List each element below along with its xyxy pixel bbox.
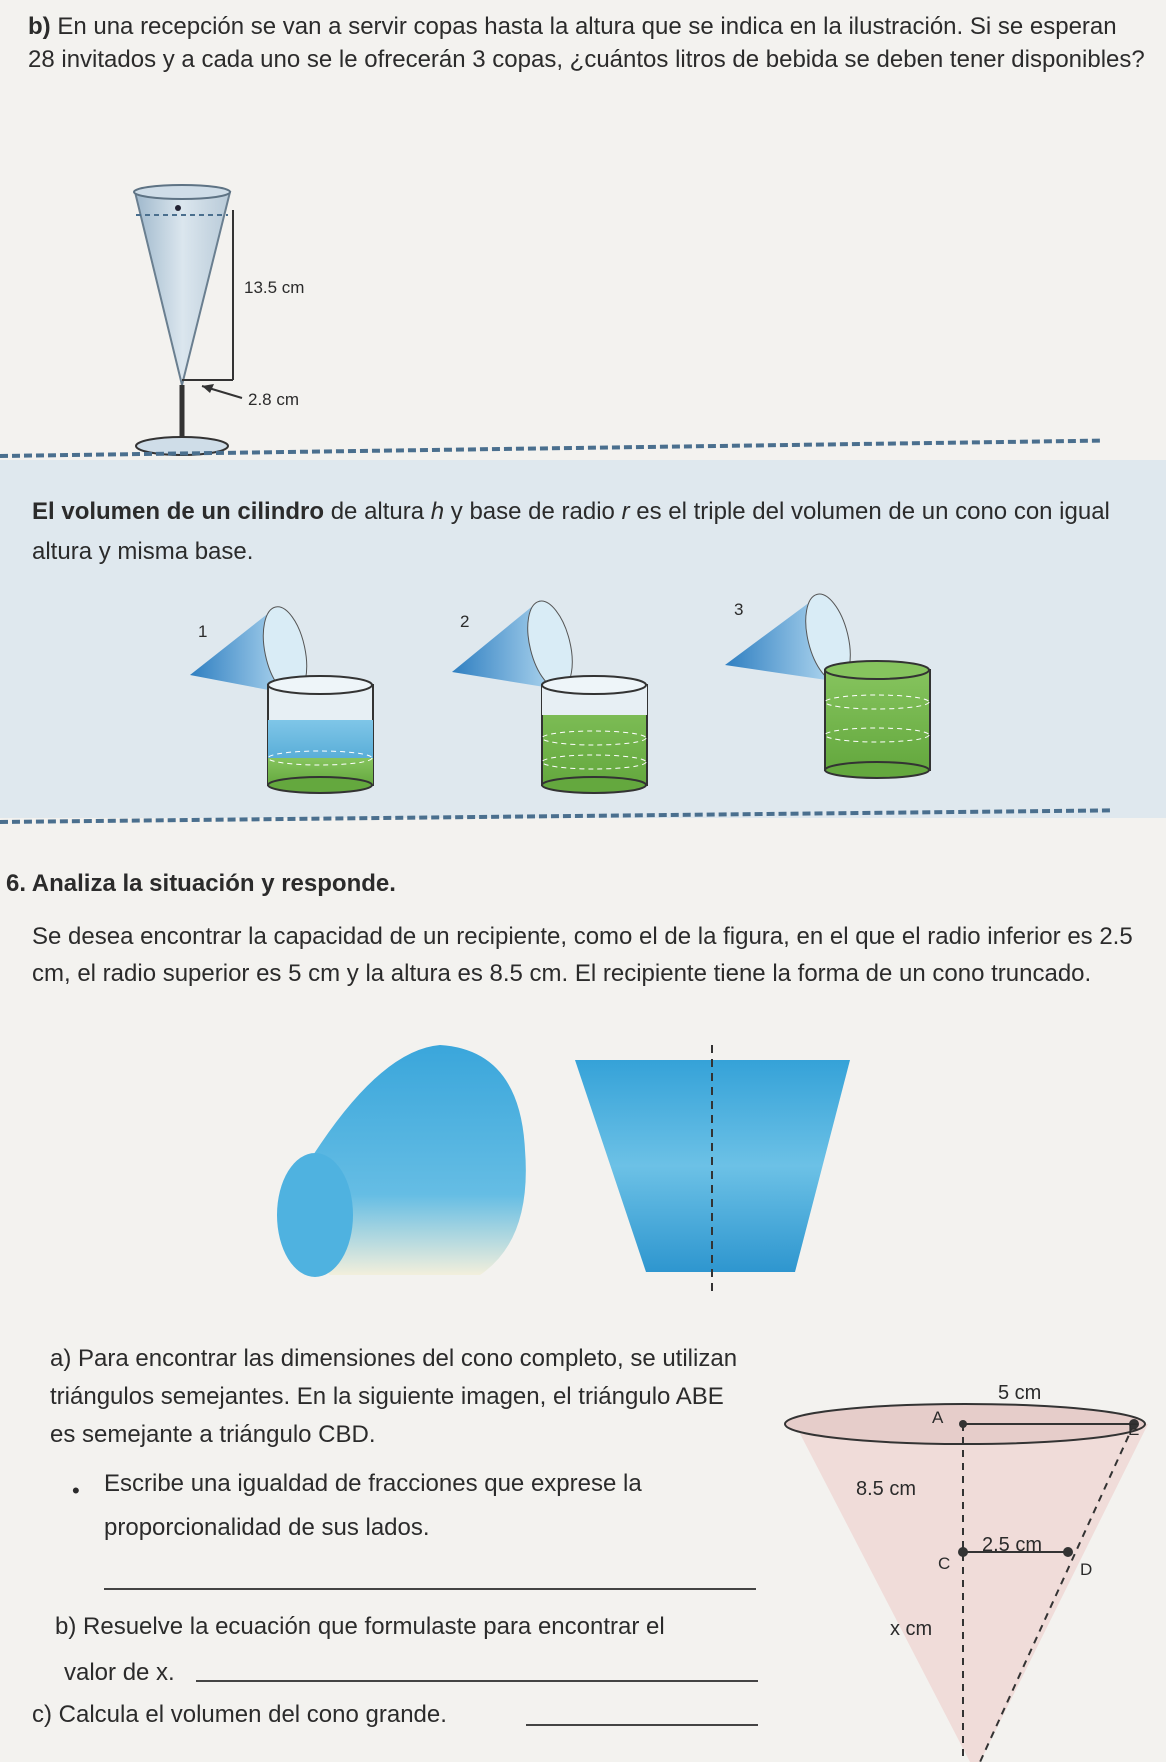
question-b — [55, 1604, 665, 1650]
cylinder-3 — [825, 670, 930, 770]
fact-var-h: h — [430, 498, 445, 525]
point-C-dot — [958, 1547, 968, 1557]
question-c-text: Calcula el volumen del cono grande. — [58, 1701, 447, 1728]
question-b-label: b) — [55, 1613, 77, 1640]
question-b-text-1: Resuelve la ecuación que formulaste para encontrar el — [83, 1613, 665, 1640]
exercise-title: Analiza la situación y responde. — [31, 870, 396, 897]
answer-line-b[interactable] — [196, 1680, 758, 1682]
cone-region — [795, 1424, 1148, 1762]
diagram-point-D: D — [1080, 1560, 1093, 1579]
exercise-number: 6. — [6, 870, 27, 897]
cylinder-3-bottom — [825, 762, 929, 778]
diagram-point-E: E — [1128, 1420, 1140, 1439]
question-c-label: c) — [32, 1701, 52, 1728]
cone-cylinder-illustrations — [180, 590, 980, 800]
step-1-illustration — [190, 603, 373, 793]
diagram-bottom-radius: 2.5 cm — [982, 1534, 1043, 1556]
point-D-dot — [1063, 1547, 1073, 1557]
truncated-cone-small-base — [277, 1153, 353, 1277]
center-point — [175, 205, 181, 211]
truncated-cone-3d — [277, 1045, 526, 1277]
problem-b — [28, 10, 1148, 76]
similar-triangles-diagram — [780, 1380, 1166, 1762]
glass-bowl — [135, 192, 230, 385]
fact-text-2: y base de radio — [444, 498, 622, 525]
step-3-label: 3 — [734, 600, 744, 619]
glass-height-label: 13.5 cm — [244, 278, 305, 297]
cylinder-1-water — [268, 720, 373, 758]
fact-text-1: de altura — [324, 498, 431, 525]
exercise-6-text: Se desea encontrar la capacidad de un recipiente, como el de la figura, en el que el radio inferior es 2.5 cm, el radio superior es 5 cm y la altura es 8.5 cm. El recipiente tiene la forma de un cono truncado. — [32, 923, 1133, 987]
question-a — [50, 1340, 750, 1454]
glass-radius-label: 2.8 cm — [248, 390, 300, 409]
question-a-label: a) — [50, 1345, 72, 1372]
glass-rim — [134, 185, 230, 199]
fact-text — [32, 492, 1132, 572]
diagram-point-A: A — [932, 1408, 944, 1427]
fact-bold-lead: El volumen de un cilindro — [32, 498, 325, 525]
answer-line-c[interactable] — [526, 1724, 758, 1726]
diagram-point-C: C — [938, 1554, 951, 1573]
step-2-illustration — [452, 596, 647, 793]
truncated-cone-figures — [270, 1040, 870, 1300]
cylinder-2-bottom — [542, 777, 646, 793]
cylinder-1-bottom — [268, 777, 372, 793]
step-2-label: 2 — [460, 612, 470, 631]
answer-line-a[interactable] — [104, 1588, 756, 1590]
bullet-text: Escribe una igualdad de fracciones que exprese la proporcionalidad de sus lados. — [104, 1470, 642, 1541]
diagram-x-label: x cm — [890, 1618, 933, 1640]
problem-b-text: En una recepción se van a servir copas hasta la altura que se indica en la ilustración. Si se esperan 28 invitados y a cada uno se le ofrecerán 3 copas, ¿cuántos litros de bebida se deben tener disponibles? — [28, 13, 1145, 73]
exercise-6-heading — [6, 870, 396, 898]
cylinder-1-top — [268, 676, 372, 694]
cylinder-2-top — [542, 676, 646, 694]
problem-b-label: b) — [28, 13, 51, 40]
step-3-illustration — [725, 590, 930, 778]
fact-var-r: r — [621, 498, 630, 525]
question-a-text: Para encontrar las dimensiones del cono completo, se utilizan triángulos semejantes. En la siguiente imagen, el triángulo ABE es semejante a triángulo CBD. — [50, 1345, 738, 1448]
truncated-cone-profile — [575, 1045, 850, 1295]
point-A-dot — [959, 1420, 967, 1428]
question-b-line2 — [64, 1650, 175, 1696]
diagram-top-radius: 5 cm — [998, 1382, 1042, 1404]
wine-glass-figure — [110, 180, 370, 470]
diagram-height: 8.5 cm — [856, 1478, 917, 1500]
fact-text-3: es el triple del volumen de un cono con igual altura y misma base. — [32, 498, 1110, 565]
bullet-icon: • — [72, 1478, 80, 1503]
question-b-text-2: valor de x. — [64, 1659, 175, 1686]
cylinder-3-top — [825, 661, 929, 679]
question-c — [32, 1692, 447, 1738]
step-1-label: 1 — [198, 622, 208, 641]
